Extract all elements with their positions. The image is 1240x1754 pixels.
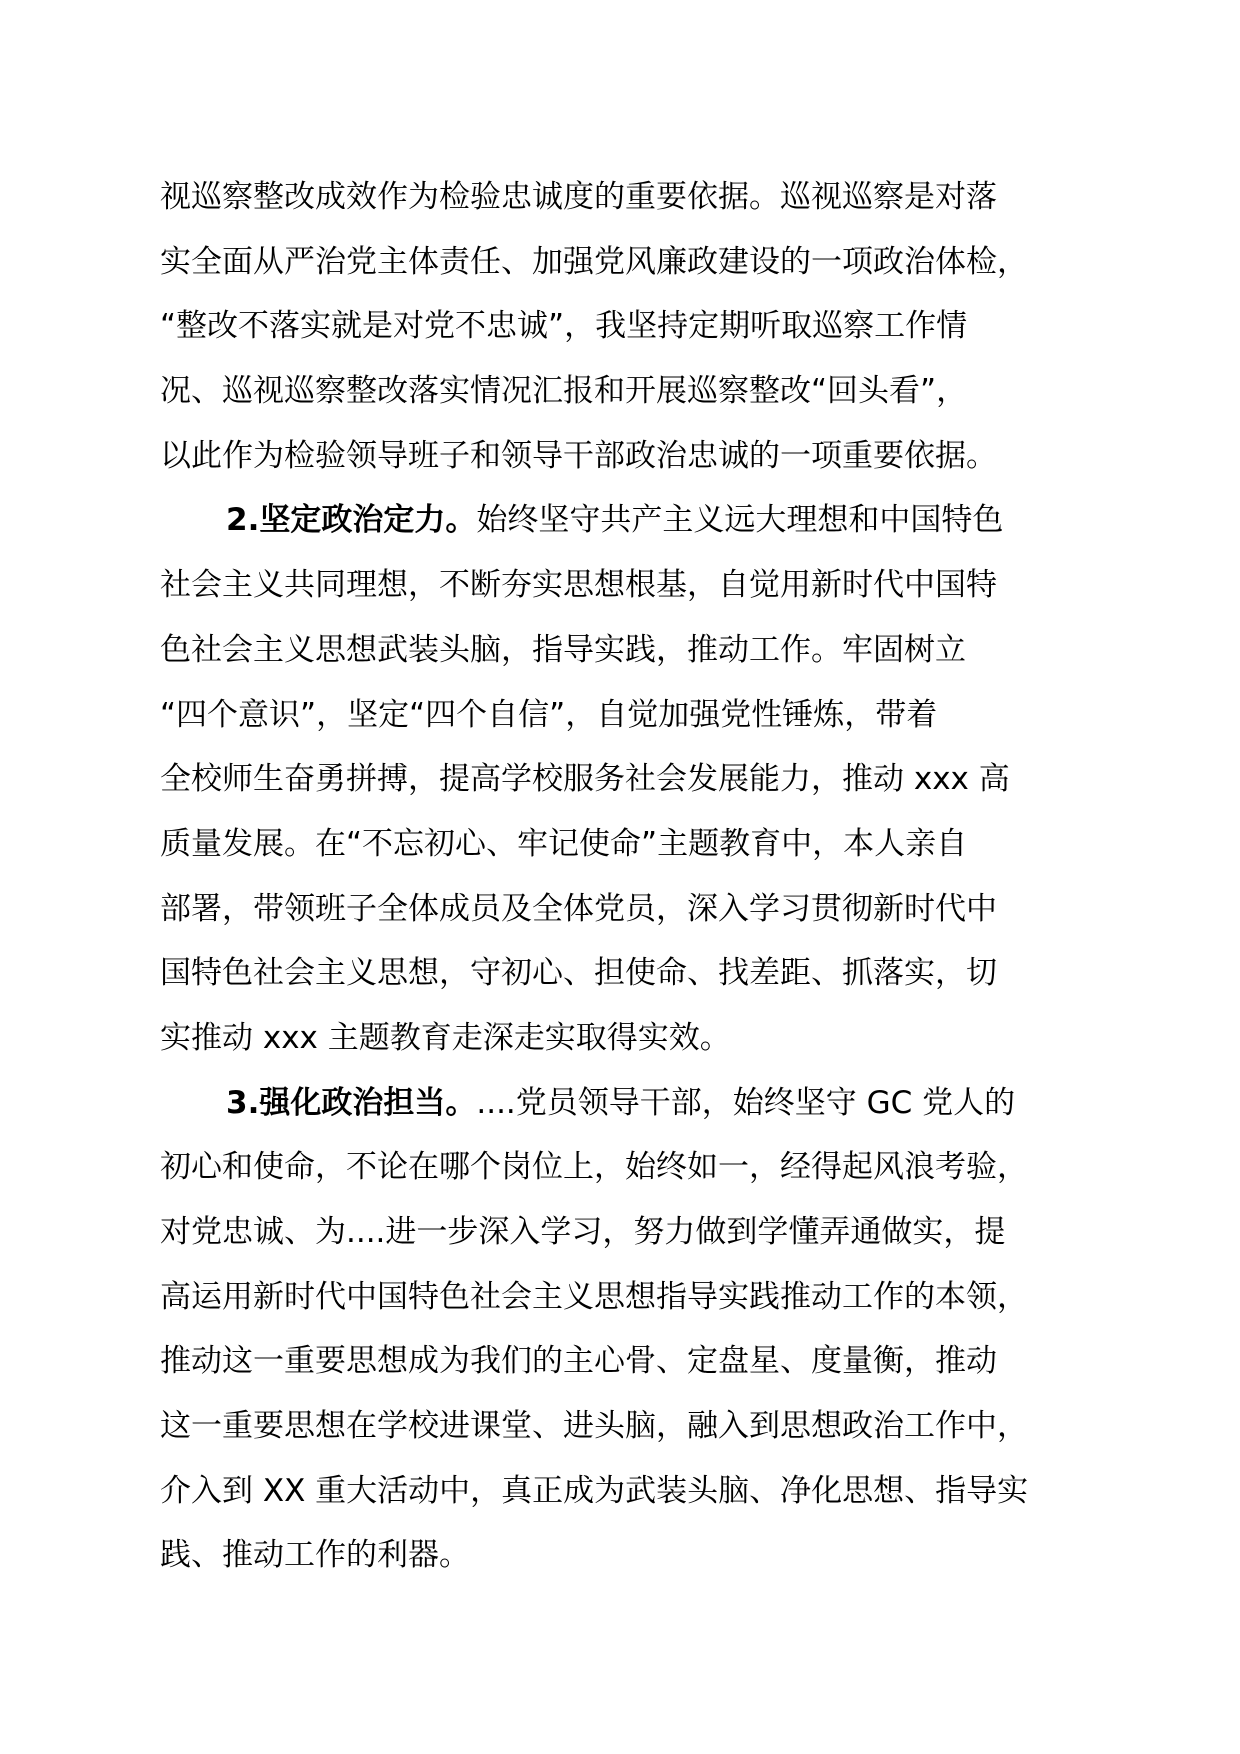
text-line: 况、巡视巡察整改落实情况汇报和开展巡察整改“回头看”， bbox=[160, 373, 968, 410]
document-body bbox=[160, 165, 1120, 1588]
text-line: 色社会主义思想武装头脑，指导实践，推动工作。牢固树立 bbox=[160, 631, 966, 668]
text-line: 实推动 xxx 主题教育走深走实取得实效。 bbox=[160, 1019, 731, 1056]
text-line: 介入到 XX 重大活动中，真正成为武装头脑、净化思想、指导实 bbox=[160, 1472, 1029, 1509]
section-3-text: ....党员领导干部，始终坚守 GC 党人的 bbox=[476, 1084, 1016, 1121]
section-2-first-line bbox=[160, 488, 1120, 553]
text-line: 国特色社会主义思想，守初心、担使命、找差距、抓落实，切 bbox=[160, 955, 997, 992]
text-line: 以此作为检验领导班子和领导干部政治忠诚的一项重要依据。 bbox=[160, 437, 997, 474]
text-line: “整改不落实就是对党不忠诚”，我坚持定期听取巡察工作情 bbox=[160, 308, 968, 345]
section-3-first-line bbox=[160, 1071, 1120, 1136]
text-line: 践、推动工作的利器。 bbox=[160, 1537, 470, 1574]
text-line: 初心和使命，不论在哪个岗位上，始终如一，经得起风浪考验， bbox=[160, 1149, 1028, 1186]
text-line: 推动这一重要思想成为我们的主心骨、定盘星、度量衡，推动 bbox=[160, 1343, 997, 1380]
text-line: 这一重要思想在学校进课堂、进头脑，融入到思想政治工作中， bbox=[160, 1408, 1028, 1445]
section-2-heading: 2.坚定政治定力。 bbox=[226, 502, 477, 539]
text-line: 视巡察整改成效作为检验忠诚度的重要依据。巡视巡察是对落 bbox=[160, 179, 997, 215]
text-line: 社会主义共同理想，不断夯实思想根基，自觉用新时代中国特 bbox=[160, 567, 997, 604]
section-3-heading: 3.强化政治担当。 bbox=[226, 1084, 477, 1121]
text-line: 部署，带领班子全体成员及全体党员，深入学习贯彻新时代中 bbox=[160, 890, 997, 927]
text-line: 质量发展。在“不忘初心、牢记使命”主题教育中，本人亲自 bbox=[160, 825, 968, 862]
text-line: 实全面从严治党主体责任、加强党风廉政建设的一项政治体检， bbox=[160, 243, 1028, 280]
text-line: 对党忠诚、为....进一步深入学习，努力做到学懂弄通做实，提 bbox=[160, 1214, 1006, 1250]
text-line: “四个意识”，坚定“四个自信”，自觉加强党性锤炼，带着 bbox=[160, 696, 938, 733]
text-line: 全校师生奋勇拼搏，提高学校服务社会发展能力，推动 xxx 高 bbox=[160, 761, 1010, 798]
text-line: 高运用新时代中国特色社会主义思想指导实践推动工作的本领， bbox=[160, 1278, 1028, 1315]
section-2-text: 始终坚守共产主义远大理想和中国特色 bbox=[476, 502, 1004, 539]
